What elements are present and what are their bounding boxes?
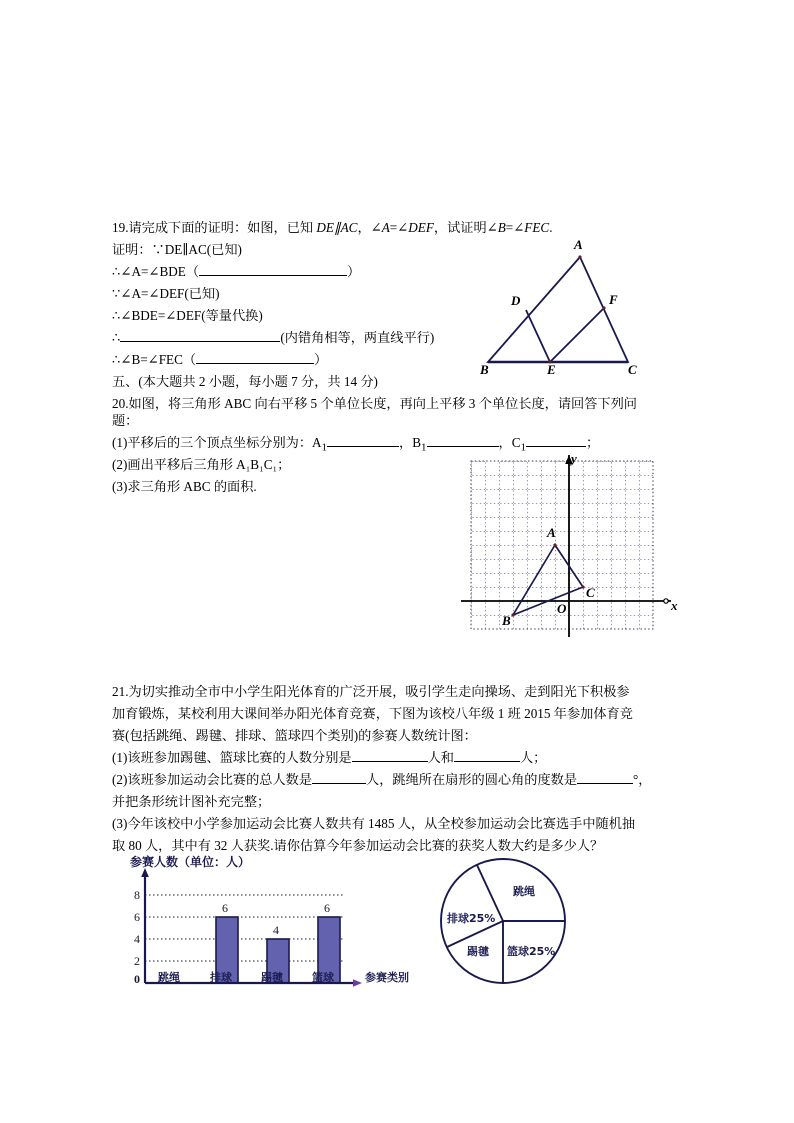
y-tick-2: 2 bbox=[134, 954, 140, 968]
q21-line3: 赛(包括跳绳、踢毽、排球、篮球四个类别)的参赛人数统计图： bbox=[112, 728, 477, 743]
pie-label-paiqiu: 排球25% bbox=[447, 912, 496, 925]
category-label-tijian: 踢毽 bbox=[261, 971, 283, 984]
vertex-label-e: E bbox=[547, 362, 556, 377]
q20-line1: 20.如图，将三角形 ABC 向右平移 5 个单位长度，再向上平移 3 个单位长度，请回答下列问 bbox=[112, 396, 637, 411]
q19-line7: ∴∠B=∠FEC（ ） bbox=[112, 352, 328, 367]
origin-label: O bbox=[557, 601, 567, 616]
q19-line6: ∴ (内错角相等，两直线平行) bbox=[112, 330, 435, 345]
point-label-c: C bbox=[586, 585, 595, 600]
vertex-label-d: D bbox=[511, 293, 521, 308]
q19-line4: ∵∠A=∠DEF(已知) bbox=[112, 286, 220, 301]
category-label-tiaosheng: 跳绳 bbox=[158, 971, 180, 984]
q19-line5: ∴∠BDE=∠DEF(等量代换) bbox=[112, 308, 263, 323]
q21-part2: (2)该班参加运动会比赛的总人数是 人，跳绳所在扇形的圆心角的度数是 °， bbox=[112, 772, 652, 787]
q21-line1: 21.为切实推动全市中小学生阳光体育的广泛开展，吸引学生走向操场、走到阳光下积极参 bbox=[112, 684, 630, 699]
pie-chart bbox=[425, 855, 630, 990]
bar-chart bbox=[112, 855, 422, 990]
point-label-b: B bbox=[502, 613, 511, 628]
point-label-a: A bbox=[547, 525, 556, 540]
pie-label-tiaosheng: 跳绳 bbox=[513, 885, 535, 898]
category-label-lanqiu: 篮球 bbox=[312, 971, 334, 984]
pie-label-lanqiu: 篮球25% bbox=[507, 945, 556, 958]
q21-part2-line2: 并把条形统计图补充完整； bbox=[112, 794, 271, 809]
answer-blank[interactable] bbox=[196, 351, 314, 364]
bar-chart-x-title: 参赛类别 bbox=[365, 971, 409, 984]
q21-line2: 加育锻炼，某校利用大课间举办阳光体育竞赛，下图为该校八年级 1 班 2015 年参加体育竞 bbox=[112, 706, 633, 721]
x-axis-label: x bbox=[671, 598, 678, 613]
q19-triangle-figure bbox=[478, 237, 678, 380]
vertex-label-f: F bbox=[609, 292, 618, 307]
y-tick-8: 8 bbox=[134, 888, 140, 902]
answer-blank-a1[interactable] bbox=[327, 434, 399, 447]
answer-blank-angle[interactable] bbox=[577, 771, 633, 784]
bar-value-tijian: 4 bbox=[273, 923, 279, 937]
q20-part1: (1)平移后的三个顶点坐标分别为：$A_1$ ，$B_1$ ，$C_1$ ； bbox=[112, 435, 600, 454]
answer-blank-c1[interactable] bbox=[526, 434, 586, 447]
vertex-label-a: A bbox=[574, 237, 583, 252]
answer-blank[interactable] bbox=[120, 329, 280, 342]
q21-part3-line1: (3)今年该校中小学参加运动会比赛人数共有 1485 人，从全校参加运动会比赛选手中随机抽 bbox=[112, 816, 636, 831]
answer-blank-tijian[interactable] bbox=[352, 749, 428, 762]
y-tick-4: 4 bbox=[134, 932, 140, 946]
bar-value-paiqiu: 6 bbox=[222, 901, 228, 915]
q19-line2: 证明：∵DE∥AC(已知) bbox=[112, 242, 242, 257]
answer-blank[interactable] bbox=[199, 263, 347, 276]
category-label-paiqiu: 排球 bbox=[210, 971, 232, 984]
q19-line1: 19.请完成下面的证明：如图，已知 DE∥AC，∠A=∠DEF，试证明∠B=∠FEC. bbox=[112, 220, 553, 235]
q20-line2: 题： bbox=[112, 413, 139, 428]
q20-part2: (2)画出平移后三角形 A₁B₁C₁； bbox=[112, 457, 291, 472]
q21-part1: (1)该班参加踢毽、篮球比赛的人数分别是 人和 人； bbox=[112, 750, 547, 765]
q20-part3: (3)求三角形 ABC 的面积. bbox=[112, 479, 257, 494]
q20-coordinate-figure bbox=[447, 451, 687, 645]
section-5-heading: 五、(本大题共 2 小题，每小题 7 分，共 14 分) bbox=[112, 374, 378, 389]
vertex-label-b: B bbox=[480, 362, 489, 377]
y-axis-label: y bbox=[571, 451, 577, 466]
q21-part3-line2: 取 80 人，其中有 32 人获奖.请你估算今年参加运动会比赛的获奖人数大约是多少人？ bbox=[112, 838, 604, 853]
q19-line3: ∴∠A=∠BDE（ ） bbox=[112, 264, 361, 279]
y-tick-6: 6 bbox=[134, 910, 140, 924]
answer-blank-lanqiu[interactable] bbox=[454, 749, 520, 762]
answer-blank-b1[interactable] bbox=[427, 434, 499, 447]
vertex-label-c: C bbox=[628, 362, 637, 377]
bar-chart-y-title: 参赛人数（单位：人） bbox=[130, 855, 251, 869]
pie-label-tijian: 踢毽 bbox=[467, 945, 489, 958]
bar-value-lanqiu: 6 bbox=[324, 901, 330, 915]
y-tick-0: 0 bbox=[134, 972, 140, 986]
answer-blank-total[interactable] bbox=[312, 771, 366, 784]
